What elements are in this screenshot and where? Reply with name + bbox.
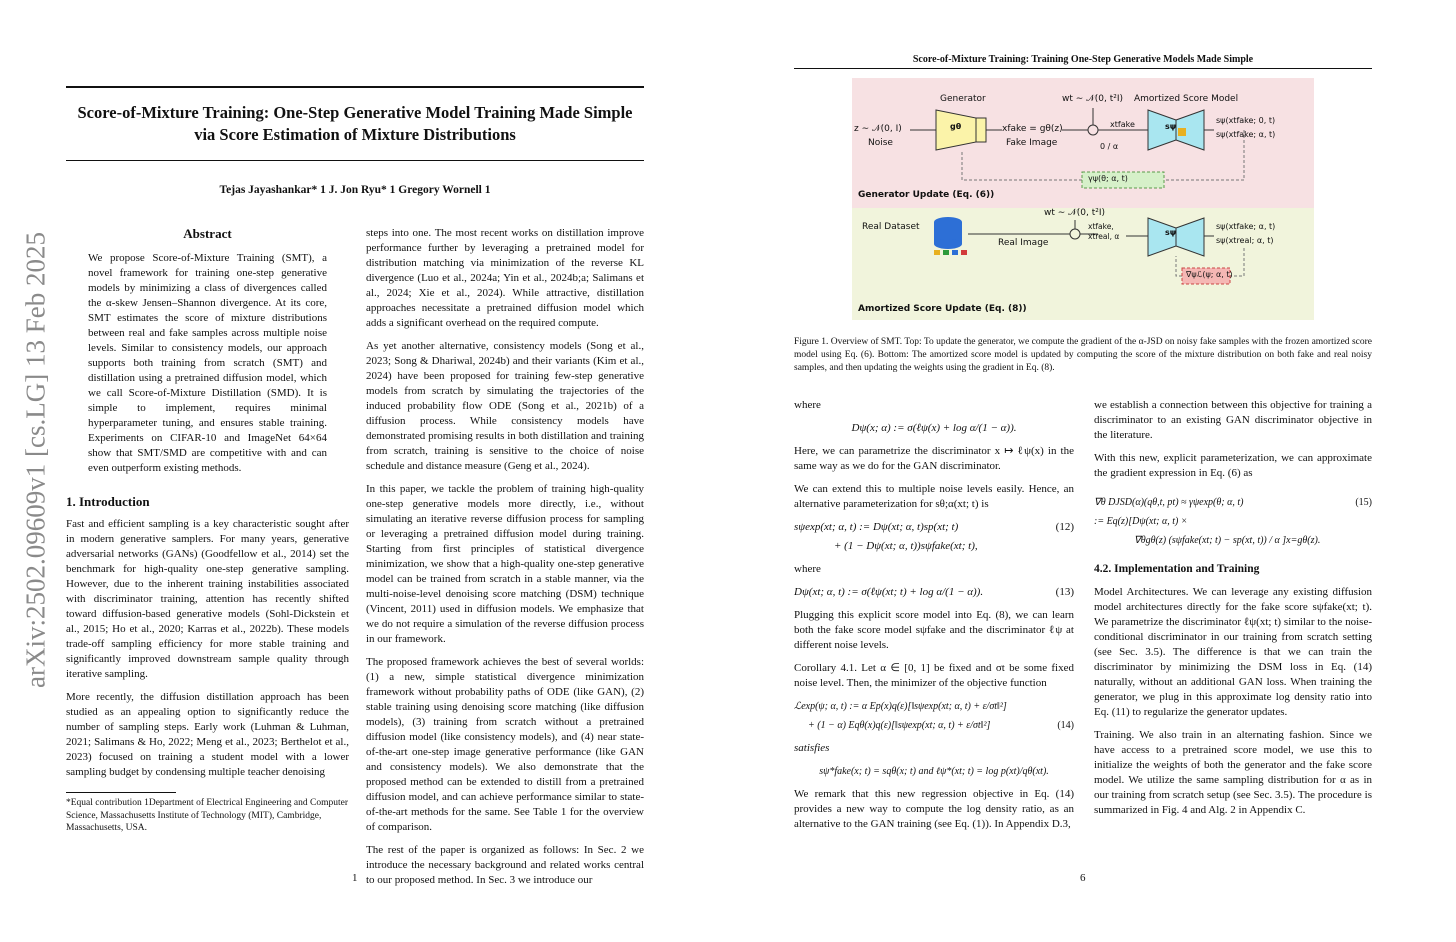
- fake-image-label: Fake Image: [1006, 138, 1058, 148]
- right-paragraph-4: The proposed framework achieves the best of several worlds: (1) a new, simple statistical divergence minimization framework without probability paths of ODE (like GAN), (2) stable training using denoising score matching (like diffusion models), (3) training from scratch without a pretrained diffusion model (like consistency models), and (4) near state-of-the-art one-step image generative performance (like GAN and consistency models). We also demonstrate that the proposed method can be extended to distill from a pretrained diffusion model, and can achieve performance similar to state-of-the-art methods for the same. See Table 1 for the overview of comparison.: [366, 656, 644, 833]
- intro-paragraph-1: Fast and efficient sampling is a key characteristic sought after in modern generative samplers. For many years, generative adversarial networks (GANs) (Goodfellow et al., 2014) set the benchmark for high-quality one-step generative sampling. However, due to the inherent training instabilities associated with discriminator training, attention has recently shifted toward diffusion-based generative models (Sohl-Dickstein et al., 2015; Ho et al., 2020; Karras et al., 2022b). These models trade-off sampling efficiency for more stable training and significantly improved downstream sample quality through iterative sampling.: [66, 518, 349, 680]
- p6-left-paragraph-2: We can extend this to multiple noise levels easily. Hence, an alternative parameterization for sθ;α(xt; t) is: [794, 483, 1074, 510]
- database-icon-bottom: [934, 239, 962, 249]
- equation-14b: [794, 718, 1074, 733]
- introduction-heading: 1. Introduction: [66, 494, 150, 509]
- equation-15-line-1: ∇θ DJSD(α)(qθ,t, pt) ≈ γψexp(θ; α, t): [1094, 497, 1244, 508]
- right-paragraph-1: steps into one. The most recent works on distillation improve performance further by leveraging a pretrained model for distribution matching via minimization of the reverse KL divergence (Luo et al., 2024a; Yin et al., 2024b;a; Salimans et al., 2024; Xie et al., 2024). While attractive, distillation approaches necessitate a pretrained diffusion model which adds a significant overhead on the required compute.: [366, 227, 644, 329]
- right-paragraph-5: The rest of the paper is organized as follows: In Sec. 2 we introduce the necessary background and related works central to our proposed method. In Sec. 3 we introduce our: [366, 844, 644, 886]
- equation-15b: [1094, 514, 1372, 529]
- noise-eq: z ∼ 𝒩(0, I): [854, 124, 902, 134]
- equation-15c: [1094, 533, 1372, 548]
- where-1: where: [794, 399, 821, 411]
- generator-label: Generator: [940, 94, 986, 104]
- equation-15: [1094, 495, 1372, 510]
- gamma-label: γψ(θ; α, t): [1088, 174, 1128, 183]
- s-psi-label: sψ: [1165, 122, 1177, 131]
- g-theta-label: gθ: [950, 122, 962, 131]
- corollary-4-1: Corollary 4.1. Let α ∈ [0, 1] be fixed and σt be some fixed noise level. Then, the minimizer of the objective function: [794, 662, 1074, 689]
- equation-12-line-1: sψexp(xt; α, t) := Dψ(xt; α, t)sp(xt; t): [794, 521, 959, 533]
- p6-right-paragraph-2: With this new, explicit parameterization, we can approximate the gradient expression in Eq. (6) as: [1094, 452, 1372, 479]
- intro-paragraph-2: More recently, the diffusion distillation approach has been studied as an appealing option to significantly reduce the number of sampling steps. Early work (Luhman & Luhman, 2021; Salimans & Ho, 2022; Meng et al., 2023; Berthelot et al., 2023) focused on training a student model with a lower sampling budget by condensing multiple teacher denoising: [66, 691, 349, 778]
- generator-update-panel: [852, 78, 1314, 208]
- real-image-label: Real Image: [998, 238, 1049, 248]
- equation-13-text: Dψ(xt; α, t) := σ(ℓψ(xt; t) + log α/(1 − α)).: [794, 586, 984, 598]
- output-bottom-2: sψ(xtreal; α, t): [1216, 236, 1274, 245]
- right-paragraph-3: In this paper, we tackle the problem of training high-quality one-step generative models more directly, i.e., without simulating an iterative reverse diffusion process for sampling or leveraging a pretrained diffusion model during training. Starting from first principles of statistical divergence minimization, we show that a high-quality one-step generative model can be trained from scratch in a stable manner, via the multi-noise-level denoising score matching (DSM) technique (Vincent, 2011) used in diffusion models. We emphasize that we do not require a simulation of the reverse diffusion process in our framework.: [366, 483, 644, 645]
- author-list: Tejas Jayashankar* 1 J. Jon Ryu* 1 Gregory Wornell 1: [219, 184, 491, 196]
- output-top-1: sψ(xtfake; 0, t): [1216, 116, 1276, 125]
- dataset-item-icon: [952, 250, 958, 255]
- dataset-item-icon: [943, 250, 949, 255]
- equation-d-text: Dψ(x; α) := σ(ℓψ(x) + log α/(1 − α)).: [851, 422, 1017, 434]
- real-dataset-label: Real Dataset: [862, 222, 920, 232]
- equation-14-line-2: + (1 − α) Eqθ(x)q(ε)[‖sψexp(xt; α, t) + ε/σt‖²]: [808, 720, 991, 731]
- section-4-2-heading: 4.2. Implementation and Training: [1094, 563, 1260, 575]
- zero-alpha-label: 0 / α: [1100, 142, 1119, 151]
- right-column: [366, 226, 644, 896]
- equation-12-number: (12): [1055, 521, 1074, 533]
- dataset-item-icon: [934, 250, 940, 255]
- satisfies-label: satisfies: [794, 742, 830, 754]
- p6-left-column: [794, 398, 1074, 840]
- lock-icon: [1178, 128, 1186, 136]
- running-head: Score-of-Mixture Training: Training One-Step Generative Models Made Simple: [912, 54, 1254, 65]
- running-head-rule: [794, 68, 1372, 69]
- abstract-heading: Abstract: [183, 226, 232, 241]
- score-update-label: Amortized Score Update (Eq. (8)): [858, 304, 1027, 314]
- equation-12: [794, 520, 1074, 535]
- generator-body: [976, 118, 986, 142]
- p6-left-paragraph-3: Plugging this explicit score model into Eq. (8), we can learn both the fake score model sψfake and the discriminator ℓψ at different noise levels.: [794, 609, 1074, 651]
- p6-left-paragraph-4: We remark that this new regression objective in Eq. (14) provides a new way to compute the log density ratio, as an alternative to the GAN training (see Eq. (1)). In Appendix D.3,: [794, 788, 1074, 830]
- figure-1: [852, 78, 1314, 320]
- p6-left-paragraph-1: Here, we can parametrize the discriminator x ↦ ℓψ(x) in the same way as we do for the GAN discriminator.: [794, 445, 1074, 472]
- equation-15-number: (15): [1355, 497, 1372, 508]
- left-column: [66, 226, 349, 788]
- output-top-2: sψ(xtfake; α, t): [1216, 130, 1276, 139]
- model-architectures-paragraph: Model Architectures. We can leverage any existing diffusion model architectures directly for the fake score sψfake(xt; t). We parametrize the discriminator ℓψ(xt; t) similar to the noise-conditional discriminator in our training from scratch setting (see Sec. 3.5). The difference is that we can train the discriminator by minimizing the DSM loss in Eq. (14) naturally, without an additional GAN loss. When training the generator, we plug in this approximate log density ratio into Eq. (11) to regularize the generator updates.: [1094, 586, 1372, 718]
- where-2: where: [794, 563, 821, 575]
- title-rule-top: [66, 86, 644, 88]
- p6-right-paragraph-1: we establish a connection between this objective for training a discriminator to an existing GAN discriminator objective in the literature.: [1094, 399, 1372, 441]
- page-6: [728, 0, 1456, 942]
- equation-13: [794, 585, 1074, 600]
- grad-loss-label: ∇ψℒ(ψ; α, t): [1186, 270, 1233, 279]
- fake-eq: xfake = gθ(z): [1002, 124, 1063, 134]
- equation-14-number: (14): [1057, 720, 1074, 731]
- figure-1-caption: Figure 1. Overview of SMT. Top: To update the generator, we compute the gradient of the α-JSD on noisy fake samples with the frozen amortized score model using Eq. (6). Bottom: The amortized score model is updated by computing the score of the mixture distribution on both fake and real noisy samples, and then updating the weights using the gradient in Eq. (8).: [794, 337, 1372, 373]
- amortized-label: Amortized Score Model: [1134, 94, 1239, 104]
- bottom-inputs: xtfake, xtreal, α: [1088, 222, 1120, 241]
- equation-15-line-2: := Eq(z)[Dψ(xt; α, t) ×: [1094, 516, 1188, 527]
- training-paragraph: Training. We also train in an alternating fashion. Since we have access to a pretrained score model, we use this to initialize the weights of both the generator and the fake score model. We utilize the same sampling distribution for α as in our training from scratch setup (see Sec. 3.5). The procedure is summarized in Fig. 4 and Alg. 2 in Appendix C.: [1094, 729, 1372, 816]
- footnote: [66, 792, 349, 835]
- w-bottom-eq: wt ∼ 𝒩(0, t²I): [1044, 208, 1106, 218]
- equation-13-number: (13): [1055, 586, 1074, 598]
- page-number: 1: [352, 872, 358, 884]
- equation-satisfies-text: sψ*fake(x; t) = sqθ(x; t) and ℓψ*(xt; t) = log p(xt)/qθ(xt).: [819, 766, 1049, 777]
- dataset-item-icon: [961, 250, 967, 255]
- footnote-rule: [66, 792, 176, 793]
- x-fake-t-label: xtfake: [1110, 120, 1135, 129]
- footnote-text: *Equal contribution 1Department of Electrical Engineering and Computer Science, Massachusetts Institute of Technology (MIT), Cambridge, Massachusetts, USA.: [66, 798, 349, 833]
- right-paragraph-2: As yet another alternative, consistency models (Song et al., 2023; Song & Dhariwal, 2024b) and their variants (Kim et al., 2024) have been proposed for training few-step generative models from scratch by simulating the trajectories of the induced probability flow ODE (Song et al., 2021b) of a diffusion process. While consistency models have demonstrated promising results in both distillation and training from scratch, training is sensitive to the choice of noise schedule and distance measure (Geng et al., 2024).: [366, 340, 644, 472]
- title-rule-bottom: [66, 160, 644, 161]
- page-number-6: 6: [1080, 872, 1086, 884]
- s-psi-bottom-label: sψ: [1165, 228, 1177, 237]
- paper-title: Score-of-Mixture Training: One-Step Generative Model Training Made Simple via Score Estimation of Mixture Distributions: [77, 103, 633, 144]
- p6-right-column: [1094, 398, 1372, 826]
- equation-12b: [794, 539, 1074, 554]
- equation-d: [794, 421, 1074, 436]
- generator-update-label: Generator Update (Eq. (6)): [858, 190, 995, 200]
- output-bottom-1: sψ(xtfake; α, t): [1216, 222, 1276, 231]
- equation-satisfies: [794, 764, 1074, 779]
- equation-12-line-2: + (1 − Dψ(xt; α, t))sψfake(xt; t),: [834, 540, 978, 552]
- equation-14-line-1: ℒexp(ψ; α, t) := α Ep(x)q(ε)[‖sψexp(xt; α, t) + ε/σt‖²]: [794, 701, 1007, 712]
- noise-label: Noise: [868, 138, 893, 148]
- w-top-eq: wt ∼ 𝒩(0, t²I): [1062, 94, 1124, 104]
- score-update-panel: [852, 208, 1314, 320]
- equation-15-line-3: ∇θgθ(z) (sψfake(xt; t) − sp(xt, t)) / α ]x=gθ(z).: [1134, 535, 1321, 546]
- abstract-text: We propose Score-of-Mixture Training (SMT), a novel framework for training one-step generative models by minimizing a class of divergences called the α-skew Jensen–Shannon divergence. At its core, SMT estimates the score of mixture distributions between real and fake samples across multiple noise levels. Similar to consistency models, our approach supports both training from scratch (SMT) and distillation using a pretrained diffusion model, which we call Score-of-Mixture Distillation (SMD). It is simple to implement, requires minimal hyperparameter tuning, and ensures stable training. Experiments on CIFAR-10 and ImageNet 64×64 show that SMT/SMD are competitive with and can even outperform existing methods.: [88, 252, 327, 474]
- arxiv-stamp[interactable]: arXiv:2502.09609v1 [cs.LG] 13 Feb 2025: [20, 232, 51, 688]
- equation-14: [794, 699, 1074, 714]
